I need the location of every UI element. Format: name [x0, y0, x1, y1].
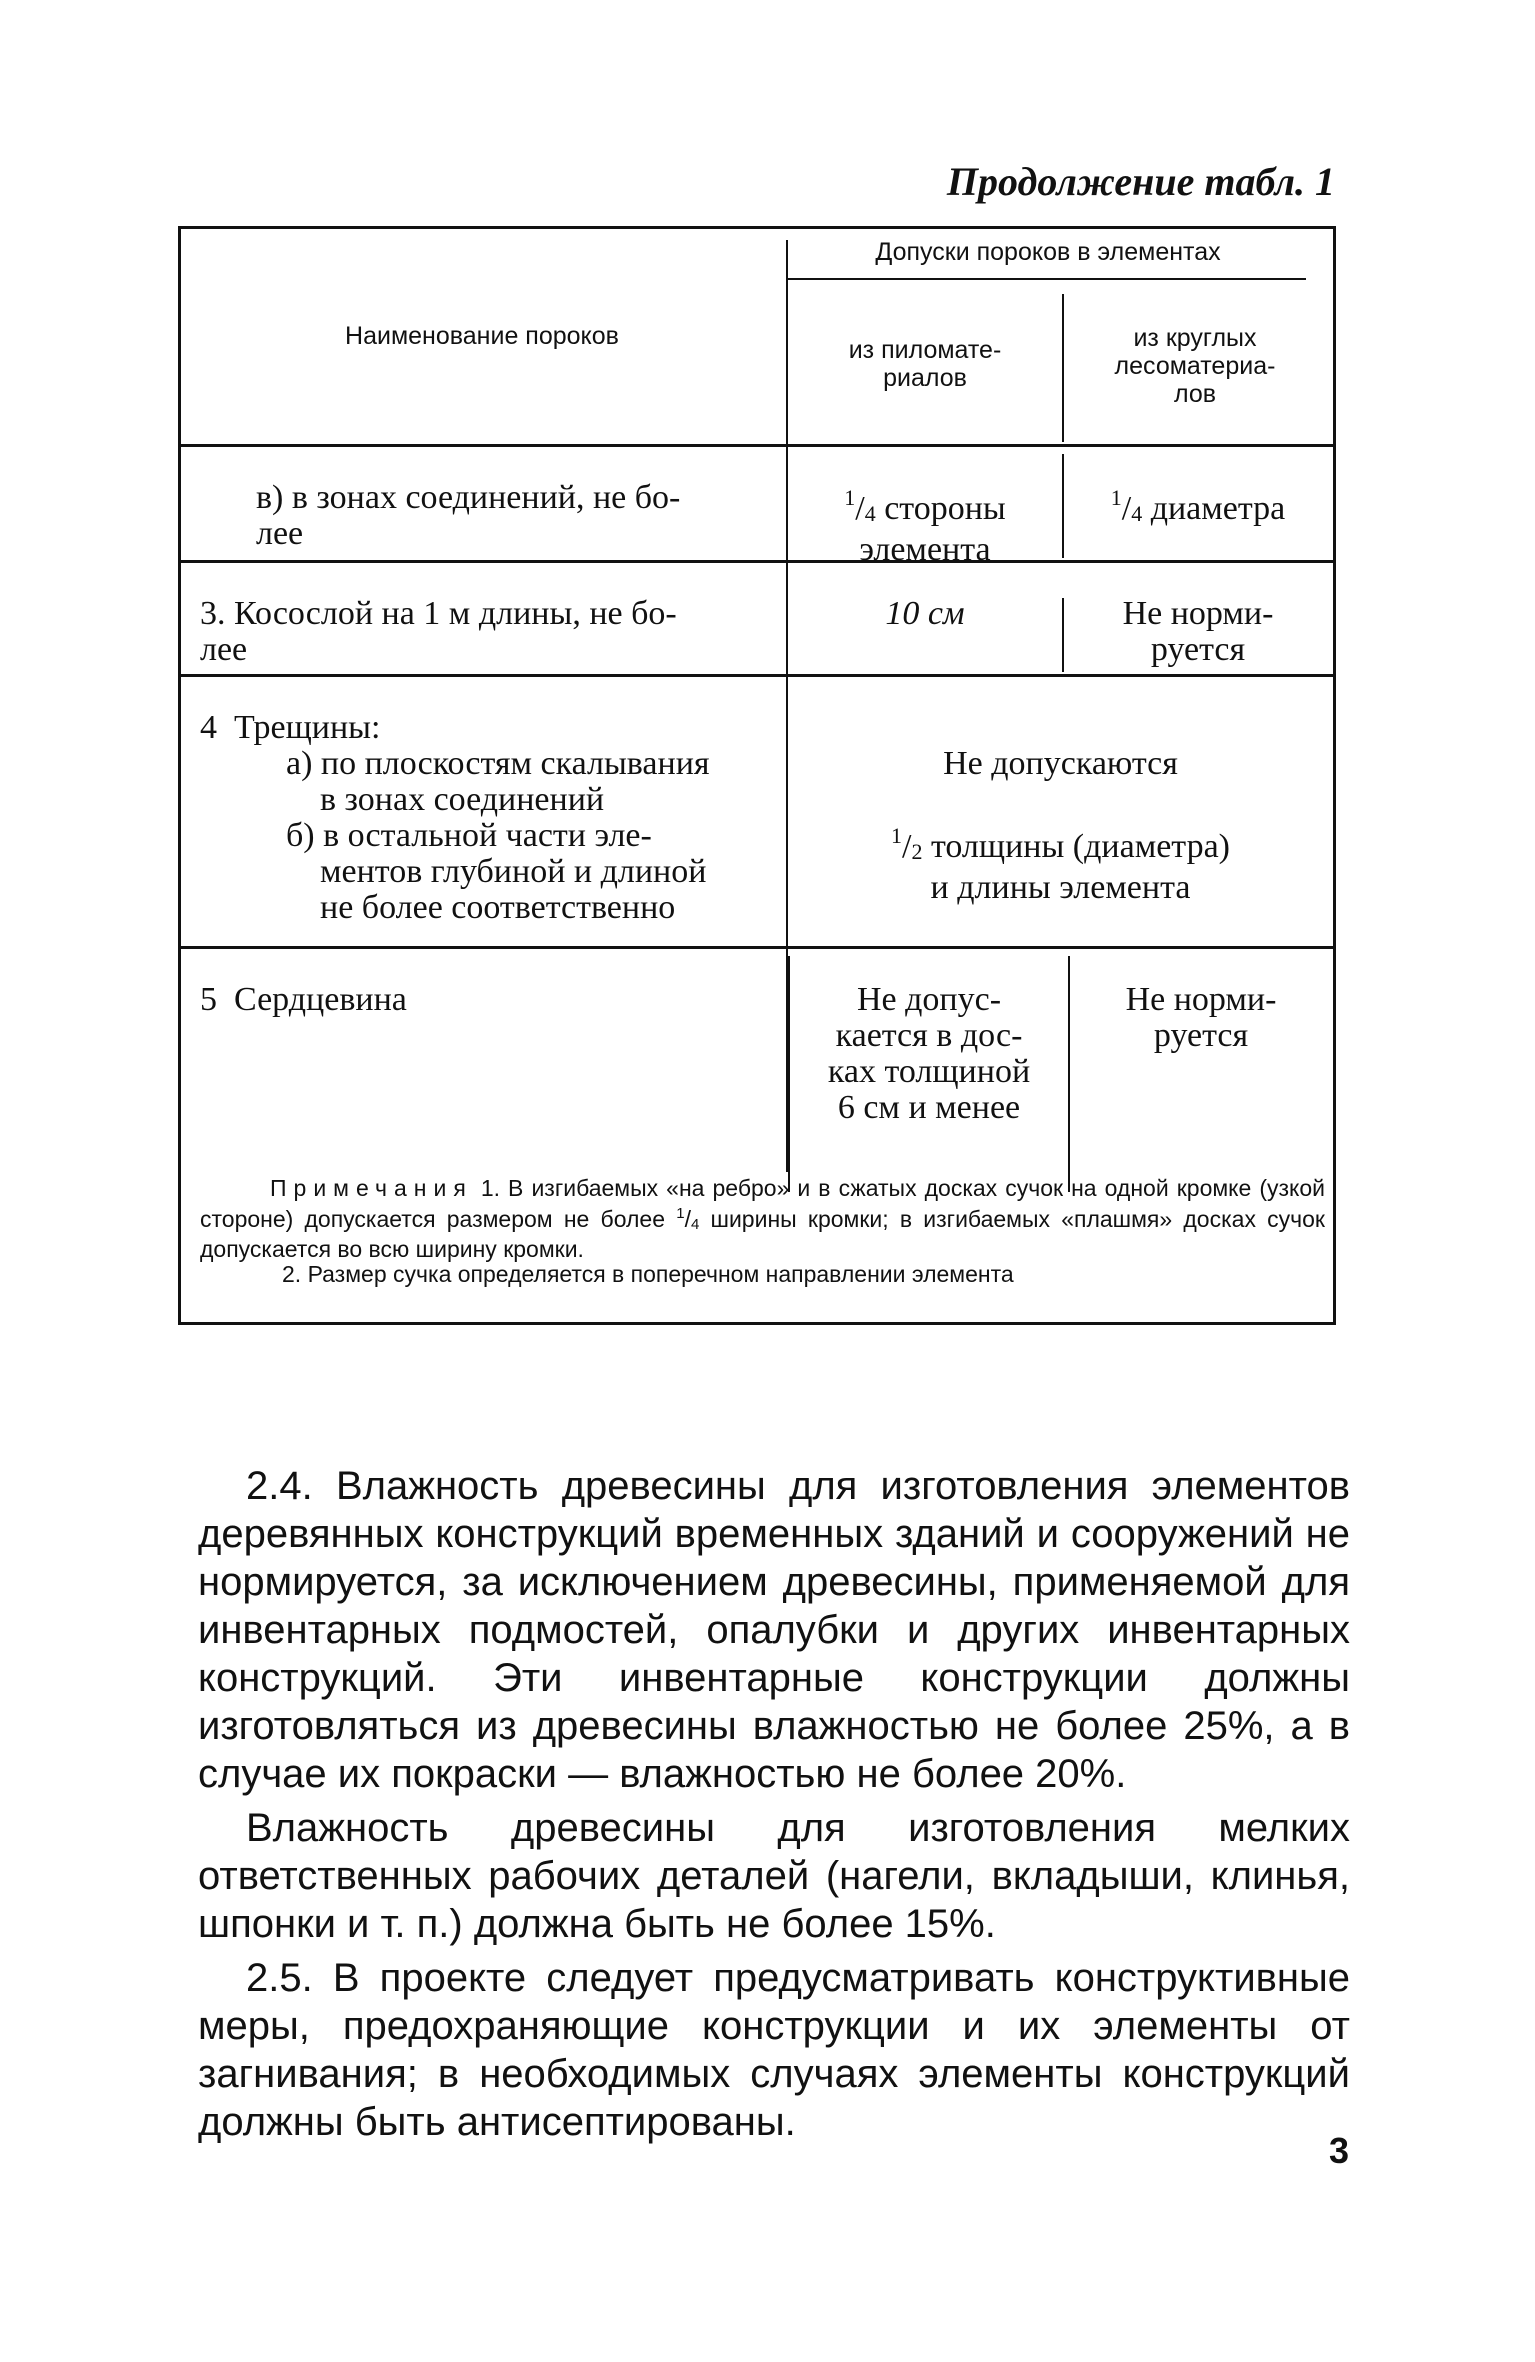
- fraction-denominator: 4: [1131, 501, 1143, 526]
- note-1-text-b: ширины кромки; в изгибаемых «плашмя» досках сучок допускается во всю ширину кромки.: [200, 1206, 1325, 1262]
- header-round-timber: из круглых лесоматериа- лов: [1114, 324, 1276, 408]
- row-pith-sawn: Не допус- кается в дос- ках толщиной 6 см и менее: [827, 981, 1031, 1126]
- row-rule-1: [178, 560, 1336, 563]
- fraction-denominator: 4: [864, 501, 876, 526]
- paragraph-2-4: 2.4. Влажность древесины для изготовления элементов деревянных конструкций временных зданий и сооружений не нормируется, за исключением древесины, применяемой для инвентарных подмостей, опалубки и других инвентарных конструкций. Эти инвентарные конструкции должны изготовляться из древесины влажностью не более 25%, а в случае их покраски — влажностью не более 20%.: [198, 1464, 1350, 1796]
- continuation-label: Продолжение табл. 1: [946, 159, 1335, 204]
- row-cracks-item-b: б) в остальной части эле- ментов глубиной и длиной не более соответственно: [286, 817, 707, 926]
- notes-label: Примечания: [270, 1175, 473, 1201]
- table-bottom-rule: [178, 1322, 1336, 1325]
- row-cracks-item-a: а) по плоскостям скалывания в зонах соединений: [286, 745, 710, 818]
- row-joint-zones-sawn: $^1/_4$ стороны элемента: [844, 485, 1006, 568]
- table-notes: [200, 1176, 1325, 1287]
- row-pith-round: Не норми- руется: [1125, 981, 1277, 1054]
- header-defect-name: Наименование пороков: [345, 322, 619, 350]
- defects-table: [178, 226, 1336, 1327]
- row-cross-grain-sawn: 10 см: [885, 595, 965, 632]
- row-rule-3: [178, 946, 1336, 949]
- header-tolerances-group: Допуски пороков в элементах: [875, 238, 1221, 266]
- row-cracks-value-b: $^1/_2$ толщины (диаметра) и длины элемента: [891, 823, 1230, 906]
- note-1-text-a: 1. В изгибаемых «на ребро» и в сжатых досках сучок на одной кромке (узкой стороне) допускается размером не более: [200, 1175, 1325, 1232]
- row-cross-grain-name: 3. Косослой на 1 м длины, не бо- лее: [200, 595, 677, 668]
- header-bottom-rule: [178, 444, 1336, 447]
- fraction-numerator: 1: [844, 485, 856, 510]
- paragraph-2-5: 2.5. В проекте следует предусматривать конструктивные меры, предохраняющие конструкции и их элементы от загнивания; в необходимых случаях элементы конструкций должны быть антисептированы.: [198, 1956, 1350, 2144]
- row-joint-zones-round: $^1/_4$ диаметра: [1110, 485, 1286, 527]
- fraction-numerator: 1: [676, 1205, 685, 1222]
- row-cross-grain-round: Не норми- руется: [1122, 595, 1274, 668]
- row-joint-zones-name: в) в зонах соединений, не бо- лее: [256, 479, 681, 552]
- row-rule-2: [178, 674, 1336, 677]
- table-right-border: [1333, 226, 1336, 1325]
- fraction-text: диаметра: [1142, 490, 1286, 527]
- fraction-numerator: 1: [1110, 485, 1122, 510]
- table-left-border: [178, 226, 181, 1325]
- fraction-text: стороны элемента: [859, 490, 1006, 568]
- page-number: 3: [1328, 2130, 1349, 2171]
- fraction-denominator: 4: [690, 1216, 700, 1233]
- note-1: Примечания 1. В изгибаемых «на ребро» и в сжатых досках сучок на одной кромке (узкой стороне) допускается размером не более $^1/_4$ ширины кромки; в изгибаемых «плашмя» досках сучок допускается во всю ширину кромки.: [200, 1175, 1325, 1262]
- fraction-text: толщины (диаметра) и длины элемента: [930, 828, 1230, 906]
- table-top-rule: [178, 226, 1336, 229]
- header-sawn-timber: из пиломате- риалов: [848, 336, 1002, 392]
- row-pith-name: 5 Сердцевина: [200, 981, 407, 1018]
- body-text: [198, 1462, 1350, 2146]
- group-header-rule: [786, 278, 1306, 280]
- note-2: 2. Размер сучка определяется в поперечном направлении элемента: [282, 1261, 1014, 1287]
- fraction-numerator: 1: [891, 823, 902, 848]
- paragraph-2-4-small-parts: Влажность древесины для изготовления мелких ответственных рабочих деталей (нагели, вкладыши, клинья, шпонки и т. п.) должна быть не более 15%.: [198, 1806, 1350, 1946]
- row-cracks-value-a: Не допускаются: [943, 745, 1178, 782]
- fraction-denominator: 2: [911, 839, 923, 864]
- row-cracks-title: 4 Трещины:: [200, 709, 381, 746]
